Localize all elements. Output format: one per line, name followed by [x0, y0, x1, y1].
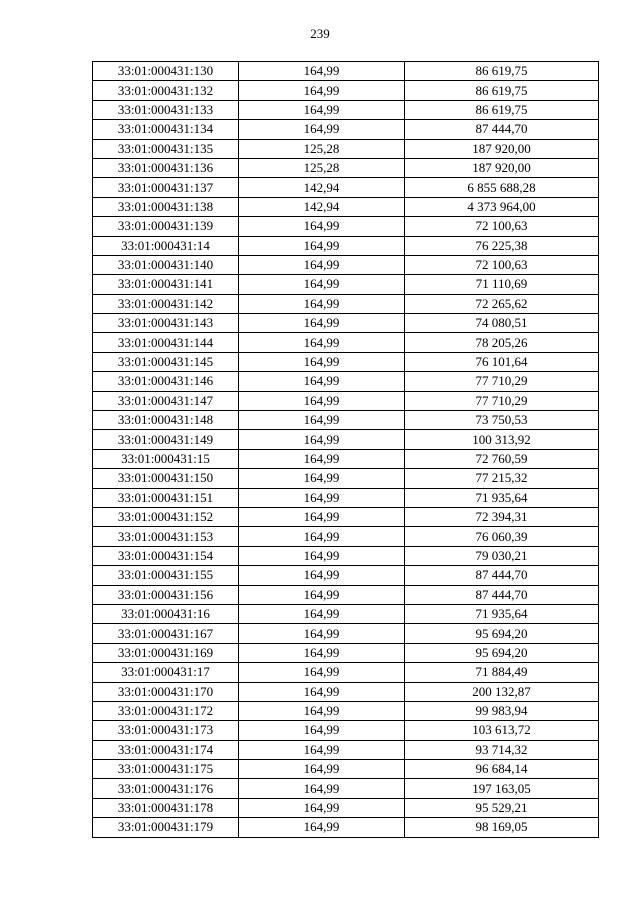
cadastral-number-cell: 33:01:000431:135 [93, 139, 239, 158]
rate-cell: 164,99 [239, 236, 405, 255]
cadastral-value-cell: 96 684,14 [405, 760, 599, 779]
table-row [93, 779, 599, 798]
cadastral-value-cell: 76 060,39 [405, 527, 599, 546]
rate-cell: 164,99 [239, 721, 405, 740]
rate-cell: 164,99 [239, 604, 405, 623]
cadastral-value-cell: 200 132,87 [405, 682, 599, 701]
rate-cell: 125,28 [239, 139, 405, 158]
cadastral-number-cell: 33:01:000431:130 [93, 62, 239, 81]
cadastral-number-cell: 33:01:000431:149 [93, 430, 239, 449]
rate-cell: 164,99 [239, 663, 405, 682]
cadastral-value-cell: 98 169,05 [405, 818, 599, 837]
rate-cell: 164,99 [239, 701, 405, 720]
table-row [93, 469, 599, 488]
cadastral-value-cell: 103 613,72 [405, 721, 599, 740]
rate-cell: 164,99 [239, 81, 405, 100]
table-row [93, 798, 599, 817]
rate-cell: 164,99 [239, 566, 405, 585]
rate-cell: 164,99 [239, 333, 405, 352]
cadastral-number-cell: 33:01:000431:137 [93, 178, 239, 197]
cadastral-value-cell: 95 529,21 [405, 798, 599, 817]
cadastral-number-cell: 33:01:000431:152 [93, 507, 239, 526]
cadastral-number-cell: 33:01:000431:167 [93, 624, 239, 643]
cadastral-value-cell: 71 884,49 [405, 663, 599, 682]
rate-cell: 164,99 [239, 275, 405, 294]
cadastral-value-cell: 77 710,29 [405, 372, 599, 391]
table-row [93, 62, 599, 81]
cadastral-value-cell: 87 444,70 [405, 566, 599, 585]
rate-cell: 164,99 [239, 818, 405, 837]
table-row [93, 663, 599, 682]
table-row [93, 372, 599, 391]
table-row [93, 255, 599, 274]
rate-cell: 164,99 [239, 62, 405, 81]
rate-cell: 164,99 [239, 546, 405, 565]
rate-cell: 164,99 [239, 469, 405, 488]
cadastral-value-cell: 86 619,75 [405, 100, 599, 119]
cadastral-number-cell: 33:01:000431:172 [93, 701, 239, 720]
cadastral-value-cell: 100 313,92 [405, 430, 599, 449]
table-row [93, 391, 599, 410]
rate-cell: 164,99 [239, 760, 405, 779]
rate-cell: 125,28 [239, 158, 405, 177]
cadastral-number-cell: 33:01:000431:132 [93, 81, 239, 100]
cadastral-value-cell: 71 935,64 [405, 488, 599, 507]
table-row [93, 314, 599, 333]
table-row [93, 139, 599, 158]
rate-cell: 142,94 [239, 197, 405, 216]
cadastral-value-cell: 86 619,75 [405, 81, 599, 100]
cadastral-value-cell: 79 030,21 [405, 546, 599, 565]
cadastral-number-cell: 33:01:000431:151 [93, 488, 239, 507]
rate-cell: 164,99 [239, 411, 405, 430]
rate-cell: 164,99 [239, 507, 405, 526]
rate-cell: 164,99 [239, 430, 405, 449]
table-row [93, 624, 599, 643]
table-row [93, 411, 599, 430]
cadastral-value-cell: 87 444,70 [405, 120, 599, 139]
table-row [93, 527, 599, 546]
cadastral-value-cell: 86 619,75 [405, 62, 599, 81]
table-row [93, 178, 599, 197]
cadastral-value-cell: 187 920,00 [405, 139, 599, 158]
rate-cell: 164,99 [239, 585, 405, 604]
cadastral-number-cell: 33:01:000431:144 [93, 333, 239, 352]
cadastral-number-cell: 33:01:000431:170 [93, 682, 239, 701]
cadastral-value-cell: 72 265,62 [405, 294, 599, 313]
rate-cell: 142,94 [239, 178, 405, 197]
table-row [93, 236, 599, 255]
rate-cell: 164,99 [239, 352, 405, 371]
cadastral-number-cell: 33:01:000431:148 [93, 411, 239, 430]
cadastral-number-cell: 33:01:000431:174 [93, 740, 239, 759]
page-number: 239 [310, 26, 330, 41]
cadastral-value-cell: 71 935,64 [405, 604, 599, 623]
table-row [93, 546, 599, 565]
rate-cell: 164,99 [239, 449, 405, 468]
table-row [93, 701, 599, 720]
cadastral-number-cell: 33:01:000431:138 [93, 197, 239, 216]
rate-cell: 164,99 [239, 372, 405, 391]
table-row [93, 158, 599, 177]
cadastral-number-cell: 33:01:000431:139 [93, 217, 239, 236]
table-row [93, 721, 599, 740]
table-row [93, 217, 599, 236]
cadastral-number-cell: 33:01:000431:17 [93, 663, 239, 682]
cadastral-number-cell: 33:01:000431:173 [93, 721, 239, 740]
cadastral-value-cell: 72 100,63 [405, 255, 599, 274]
cadastral-value-cell: 71 110,69 [405, 275, 599, 294]
rate-cell: 164,99 [239, 624, 405, 643]
table-row [93, 294, 599, 313]
cadastral-value-cell: 74 080,51 [405, 314, 599, 333]
cadastral-value-cell: 78 205,26 [405, 333, 599, 352]
table-row [93, 100, 599, 119]
cadastral-number-cell: 33:01:000431:155 [93, 566, 239, 585]
rate-cell: 164,99 [239, 314, 405, 333]
table-row [93, 430, 599, 449]
rate-cell: 164,99 [239, 682, 405, 701]
table-row [93, 643, 599, 662]
cadastral-number-cell: 33:01:000431:176 [93, 779, 239, 798]
cadastral-value-cell: 77 710,29 [405, 391, 599, 410]
table-row [93, 604, 599, 623]
cadastral-number-cell: 33:01:000431:156 [93, 585, 239, 604]
cadastral-number-cell: 33:01:000431:15 [93, 449, 239, 468]
rate-cell: 164,99 [239, 643, 405, 662]
cadastral-value-cell: 93 714,32 [405, 740, 599, 759]
table-row [93, 818, 599, 837]
cadastral-value-cell: 187 920,00 [405, 158, 599, 177]
table-row [93, 449, 599, 468]
table-row [93, 352, 599, 371]
cadastral-number-cell: 33:01:000431:175 [93, 760, 239, 779]
cadastral-number-cell: 33:01:000431:147 [93, 391, 239, 410]
cadastral-value-cell: 72 100,63 [405, 217, 599, 236]
cadastral-number-cell: 33:01:000431:136 [93, 158, 239, 177]
table-row [93, 81, 599, 100]
table-row [93, 682, 599, 701]
rate-cell: 164,99 [239, 217, 405, 236]
cadastral-value-cell: 76 101,64 [405, 352, 599, 371]
cadastral-value-cell: 95 694,20 [405, 624, 599, 643]
cadastral-number-cell: 33:01:000431:145 [93, 352, 239, 371]
cadastral-number-cell: 33:01:000431:14 [93, 236, 239, 255]
cadastral-number-cell: 33:01:000431:150 [93, 469, 239, 488]
cadastral-value-cell: 99 983,94 [405, 701, 599, 720]
cadastral-number-cell: 33:01:000431:133 [93, 100, 239, 119]
rate-cell: 164,99 [239, 100, 405, 119]
table-row [93, 275, 599, 294]
cadastral-number-cell: 33:01:000431:142 [93, 294, 239, 313]
rate-cell: 164,99 [239, 120, 405, 139]
cadastral-value-cell: 95 694,20 [405, 643, 599, 662]
table-row [93, 488, 599, 507]
cadastral-number-cell: 33:01:000431:153 [93, 527, 239, 546]
cadastral-value-cell: 72 760,59 [405, 449, 599, 468]
rate-cell: 164,99 [239, 779, 405, 798]
table-row [93, 566, 599, 585]
cadastral-value-cell: 197 163,05 [405, 779, 599, 798]
cadastral-number-cell: 33:01:000431:16 [93, 604, 239, 623]
cadastral-value-cell: 77 215,32 [405, 469, 599, 488]
cadastral-number-cell: 33:01:000431:169 [93, 643, 239, 662]
cadastral-number-cell: 33:01:000431:178 [93, 798, 239, 817]
cadastral-value-cell: 76 225,38 [405, 236, 599, 255]
table-row [93, 197, 599, 216]
cadastral-value-table [92, 61, 599, 838]
rate-cell: 164,99 [239, 488, 405, 507]
cadastral-value-cell: 87 444,70 [405, 585, 599, 604]
cadastral-value-cell: 6 855 688,28 [405, 178, 599, 197]
cadastral-number-cell: 33:01:000431:179 [93, 818, 239, 837]
cadastral-value-cell: 73 750,53 [405, 411, 599, 430]
table-row [93, 760, 599, 779]
table-row [93, 740, 599, 759]
table-row [93, 585, 599, 604]
table-body [93, 62, 599, 838]
table-row [93, 120, 599, 139]
rate-cell: 164,99 [239, 391, 405, 410]
cadastral-value-cell: 72 394,31 [405, 507, 599, 526]
rate-cell: 164,99 [239, 798, 405, 817]
cadastral-number-cell: 33:01:000431:140 [93, 255, 239, 274]
cadastral-number-cell: 33:01:000431:146 [93, 372, 239, 391]
cadastral-number-cell: 33:01:000431:154 [93, 546, 239, 565]
cadastral-number-cell: 33:01:000431:143 [93, 314, 239, 333]
rate-cell: 164,99 [239, 255, 405, 274]
cadastral-number-cell: 33:01:000431:134 [93, 120, 239, 139]
table-row [93, 507, 599, 526]
rate-cell: 164,99 [239, 294, 405, 313]
table-row [93, 333, 599, 352]
rate-cell: 164,99 [239, 740, 405, 759]
cadastral-number-cell: 33:01:000431:141 [93, 275, 239, 294]
rate-cell: 164,99 [239, 527, 405, 546]
cadastral-value-cell: 4 373 964,00 [405, 197, 599, 216]
